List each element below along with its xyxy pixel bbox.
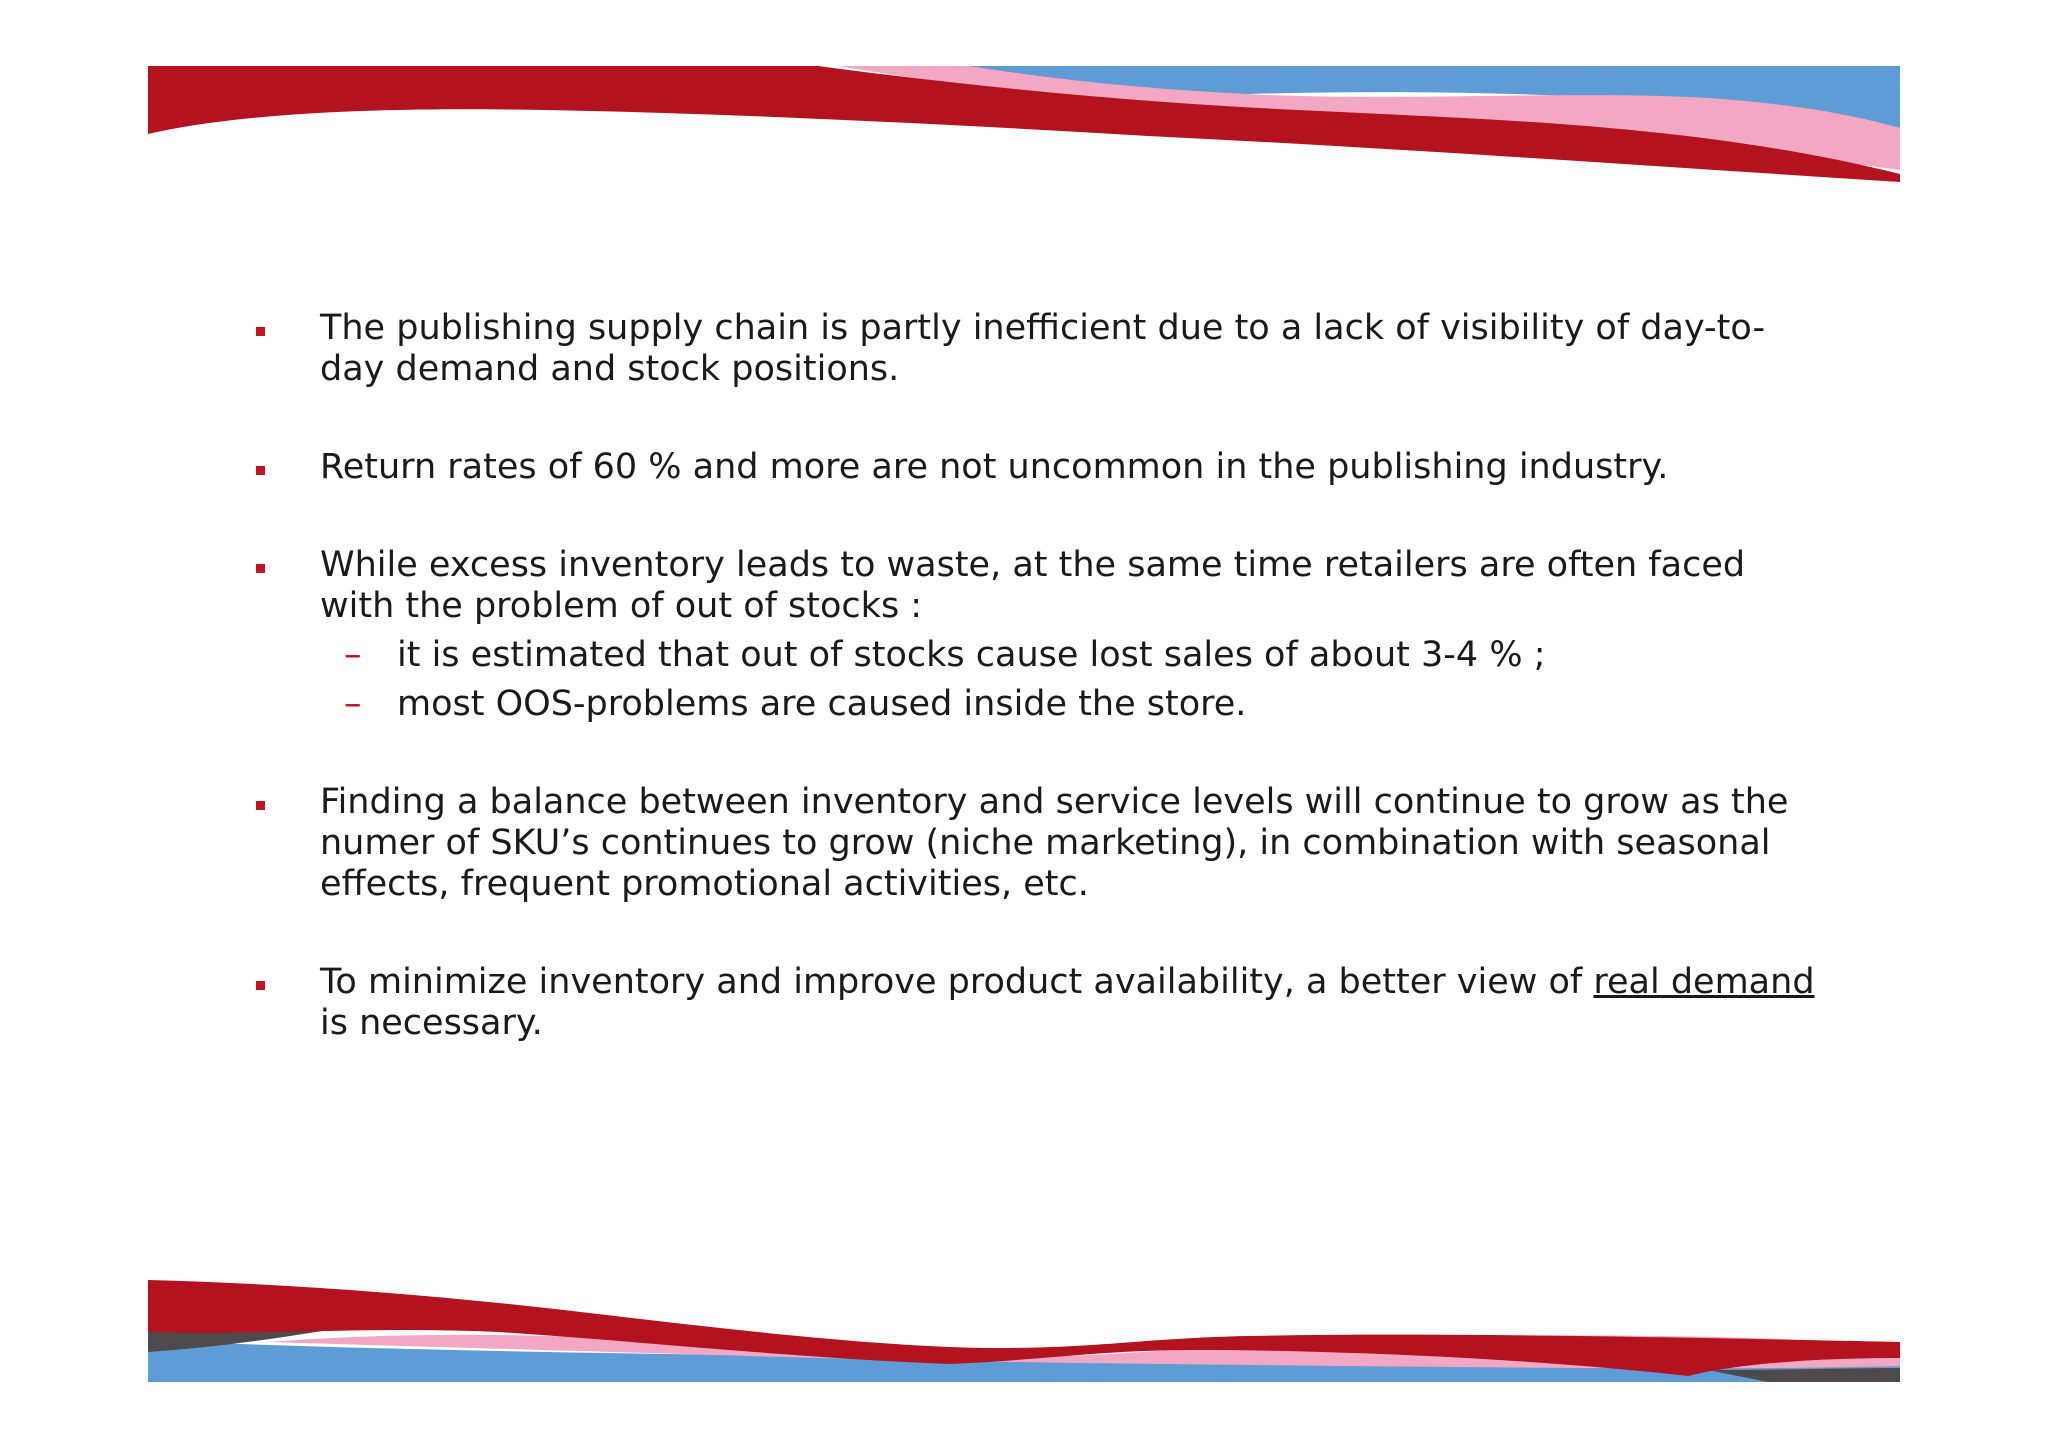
bullet-item-1 [250, 308, 1820, 390]
top-wave-banner [148, 66, 1900, 182]
bullet-item-5 [250, 962, 1820, 1044]
bullet-list [250, 308, 1820, 1101]
dash-bullet-icon: – [344, 684, 362, 724]
bullet-text-before: To minimize inventory and improve product availability, a better view of [320, 962, 1594, 1002]
bullet-text [320, 962, 1815, 1043]
bullet-text: Finding a balance between inventory and service levels will continue to grow as the numer of SKU’s continues to grow (niche marketing), in combination with seasonal effects, frequent promotional activities, etc. [320, 782, 1789, 904]
bullet-item-2 [250, 447, 1820, 488]
sub-bullet-list [320, 635, 1820, 725]
bullet-text: While excess inventory leads to waste, at the same time retailers are often faced with the problem of out of stocks : [320, 545, 1746, 626]
dash-bullet-icon: – [344, 635, 362, 675]
sub-bullet-item [320, 684, 1820, 725]
bullet-item-4 [250, 782, 1820, 905]
square-bullet-icon [256, 327, 265, 336]
bullet-item-3 [250, 545, 1820, 725]
sub-bullet-text: it is estimated that out of stocks cause lost sales of about 3-4 % ; [397, 635, 1546, 675]
bottom-wave-banner [148, 1280, 1900, 1382]
bullet-text-after: is necessary. [320, 1003, 543, 1043]
square-bullet-icon [256, 564, 265, 573]
square-bullet-icon [256, 981, 265, 990]
square-bullet-icon [256, 801, 265, 810]
real-demand-emphasis: real demand [1593, 962, 1815, 1002]
bullet-text: Return rates of 60 % and more are not uncommon in the publishing industry. [320, 447, 1669, 487]
bullet-text: The publishing supply chain is partly inefficient due to a lack of visibility of day-to-day demand and stock positions. [320, 308, 1766, 389]
sub-bullet-text: most OOS-problems are caused inside the store. [397, 684, 1247, 724]
square-bullet-icon [256, 466, 265, 475]
sub-bullet-item [320, 635, 1820, 676]
